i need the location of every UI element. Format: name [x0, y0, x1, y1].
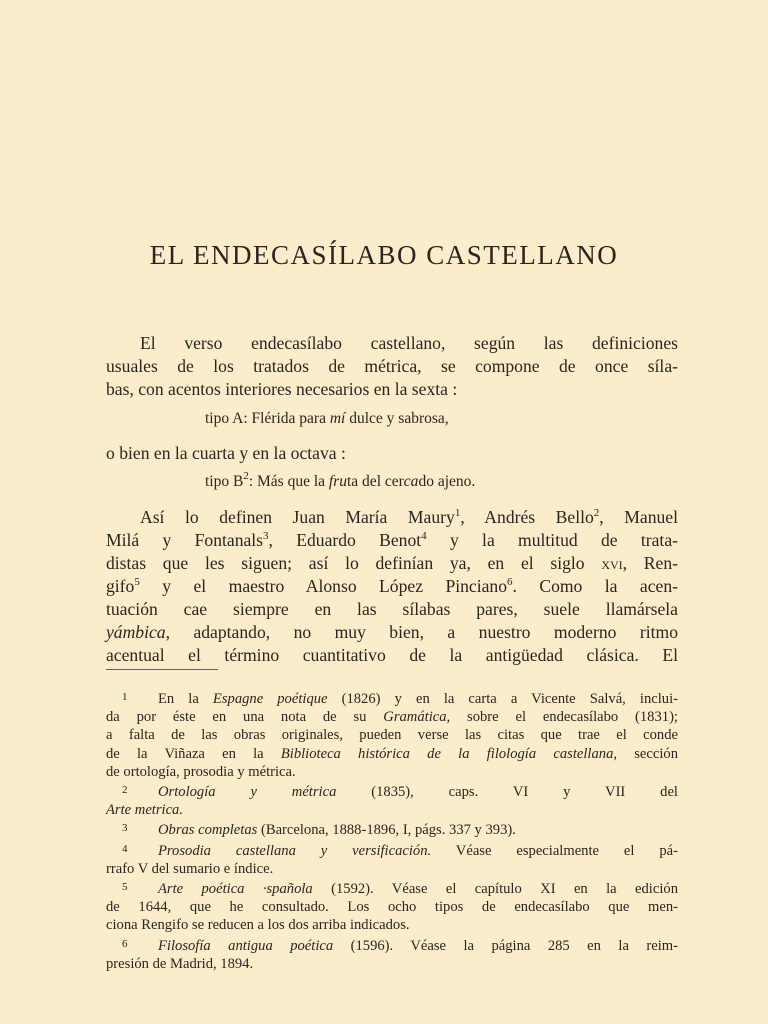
text: distas que les siguen; así lo definían ya, en el siglo	[106, 553, 602, 573]
text: y el maestro Alonso López Pinciano	[139, 576, 508, 596]
footnote-divider	[106, 669, 218, 670]
footnote-text: En la	[158, 691, 213, 707]
text: y la multitud de trata-	[426, 530, 678, 550]
footnote-text: , sobre el endecasílabo (1831);	[446, 709, 678, 726]
footnote-italic: Arte poética ·spañola	[158, 881, 313, 898]
footnote-3-line-1	[106, 819, 678, 839]
footnotes	[106, 688, 678, 973]
footnote-ref: 3	[263, 530, 269, 542]
footnote-ref: 5	[134, 576, 140, 588]
italic-term: yámbica	[106, 622, 166, 642]
footnote-ref: 1	[454, 507, 461, 519]
example-type-b	[205, 470, 476, 491]
footnote-6-line-2	[106, 955, 678, 973]
text: , adaptando, no muy bien, a nuestro moderno ritmo	[165, 622, 678, 642]
footnote-1-line-2	[106, 708, 678, 726]
text: . Como la acen-	[512, 576, 679, 596]
footnote-number: 2	[122, 784, 128, 797]
footnote-5-line-1	[106, 878, 678, 898]
footnote-number: 5	[122, 881, 128, 894]
paragraph-3-line-2	[106, 529, 678, 552]
example-b-mid1: : Más que la	[248, 473, 329, 490]
example-a-accent: mí	[329, 410, 346, 427]
footnote-5-line-3	[106, 916, 678, 934]
footnote-text: de 1644, que he consultado. Los ocho tipos de endecasílabo que men-	[106, 899, 678, 916]
footnote-italic: Gramática	[383, 709, 447, 726]
text: , Manuel	[599, 507, 678, 527]
footnote-text: rrafo V del sumario e índice.	[106, 860, 274, 877]
text: , Eduardo Benot	[268, 530, 422, 550]
footnote-text: (Barcelona, 1888-1896, I, págs. 337 y 393).	[257, 822, 516, 839]
footnote-1-line-3	[106, 726, 678, 744]
footnote-italic: Espagne poétique	[212, 691, 328, 707]
footnote-5-line-2	[106, 898, 678, 916]
footnote-ref: 2	[593, 507, 600, 519]
text: gifo	[106, 576, 135, 596]
footnote-text: Véase especialmente el pá-	[431, 842, 678, 859]
footnote-ref: 6	[507, 576, 513, 588]
footnote-text: a falta de las obras originales, pueden verse las citas que trae el conde	[106, 727, 678, 744]
footnote-italic: Prosodia castellana y versificación.	[158, 842, 432, 859]
footnote-number: 4	[122, 842, 128, 855]
footnote-2-line-1	[106, 781, 678, 801]
chapter-title: EL ENDECASÍLABO CASTELLANO	[149, 240, 619, 270]
footnote-italic: Biblioteca histórica de la filología castellana	[280, 745, 614, 762]
footnote-text: ciona Rengifo se reducen a los dos arriba indicados.	[106, 917, 410, 934]
footnote-1-line-4	[106, 745, 678, 763]
footnote-number: 1	[122, 691, 128, 703]
footnote-text: (1835), caps. VI y VII del	[336, 784, 678, 801]
paragraph-3-line-4	[106, 575, 678, 598]
footnote-text: de ortología, prosodia y métrica.	[106, 763, 296, 780]
paragraph-1-line-1: El verso endecasílabo castellano, según las definiciones	[140, 333, 678, 353]
footnote-italic: Arte metrica.	[106, 802, 184, 819]
text: , Ren-	[622, 553, 679, 573]
example-type-a	[205, 410, 449, 428]
footnote-text: de la Viñaza en la	[106, 745, 281, 762]
example-a-suffix: dulce y sabrosa,	[345, 410, 449, 427]
footnote-1-line-1	[106, 688, 678, 708]
paragraph-3-line-7: acentual el término cuantitativo de la antigüedad clásica. El	[106, 645, 678, 665]
text: , Andrés Bello	[460, 507, 594, 527]
footnote-2-line-2	[106, 801, 678, 819]
example-b-accent2: ca	[403, 473, 419, 490]
footnote-4-line-2	[106, 860, 678, 878]
example-b-prefix: tipo B	[205, 473, 244, 490]
example-b-suffix: do ajeno.	[418, 473, 476, 490]
footnote-text: (1596). Véase la página 285 en la reim-	[333, 937, 678, 954]
paragraph-1-line-3: bas, con acentos interiores necesarios en la sexta :	[106, 379, 458, 399]
footnote-text: , sección	[613, 745, 678, 762]
paragraph-3-line-5: tuación cae siempre en las sílabas pares, suele llamársela	[106, 599, 678, 619]
example-b-sup: 2	[243, 470, 249, 482]
text: Milá y Fontanals	[106, 530, 264, 550]
paragraph-3-line-1	[106, 506, 678, 529]
example-b-accent1: fru	[328, 473, 347, 490]
paragraph-3-line-6	[106, 621, 678, 644]
footnote-number: 6	[122, 937, 128, 950]
paragraph-3-line-3	[106, 552, 678, 575]
paragraph-1-line-2: usuales de los tratados de métrica, se compone de once síla-	[106, 356, 678, 376]
footnote-4-line-1	[106, 840, 678, 860]
example-a-prefix: tipo A: Flérida para	[205, 410, 330, 427]
footnote-italic: Ortología y métrica	[158, 784, 337, 801]
paragraph-2	[106, 442, 678, 465]
paragraph-1	[106, 332, 678, 401]
text: Así lo definen Juan María Maury	[140, 507, 455, 527]
example-b-mid2: ta del cer	[347, 473, 404, 490]
footnote-6-line-1	[106, 935, 678, 955]
footnote-ref: 4	[421, 530, 427, 542]
footnote-italic: Filosofía antigua poética	[158, 937, 334, 954]
footnote-1-line-5	[106, 763, 678, 781]
footnote-italic: Obras completas	[158, 822, 258, 839]
century-numeral: xvi	[601, 553, 623, 573]
footnote-text: (1826) y en la carta a Vicente Salvá, inclui-	[327, 691, 678, 707]
footnote-text: da por éste en una nota de su	[106, 709, 384, 726]
footnote-text: presión de Madrid, 1894.	[106, 955, 254, 972]
footnote-text: (1592). Véase el capítulo XI en la edición	[312, 881, 678, 898]
paragraph-2-line: o bien en la cuarta y en la octava :	[106, 443, 346, 463]
paragraph-3	[106, 506, 678, 667]
footnote-number: 3	[122, 822, 128, 835]
